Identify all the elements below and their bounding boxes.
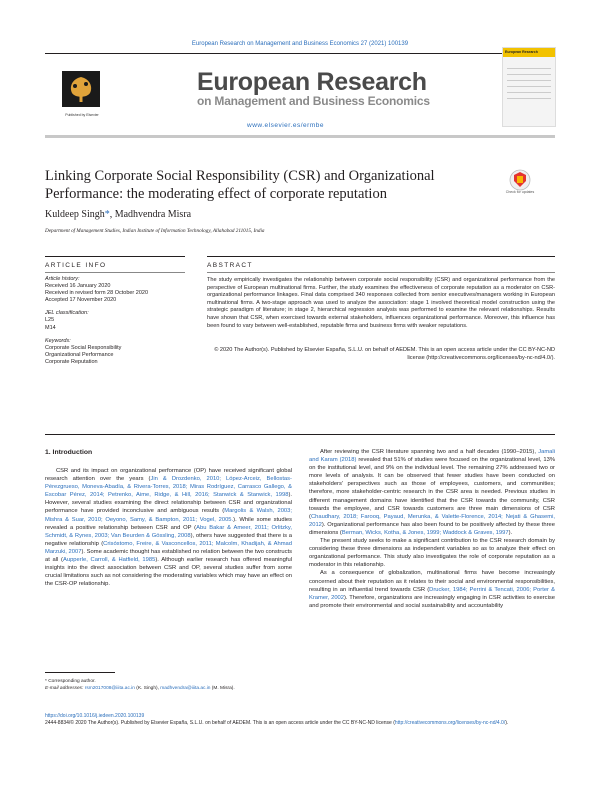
body-column-left: CSR and its impact on organizational performance (OP) have received significant global research attention over the years (Jin & Drozdenko, 2010; López-Arceiz, Bellostas-Pérezgrueso, Moneva-Abadía, & Rivera-Torres, 2018; Miras Rodríguez, Carrasco Gallego, & Escobar Pérez, 2014; Petrenko, Aime, Ridge, & Hill, 2016; Stanwick & Stanwick, 1998). However, several studies examining the direct relationship between CSR and organizational performance have provided inconclusive and ambiguous results (Margolis & Walsh, 2003; Mishra & Suar, 2010; Oeyono, Samy, & Bampton, 2011; Vogel, 2005.). While some studies revealed a positive relationship between CSR and OP (Abu Bakar & Ameer, 2011; Orlitzky, Schmidt, & Rynes, 2003; Van Beurden & Gössling, 2008), others have suggested that there is a negative relationship (Crisóstomo, Freire, & Vasconcellos, 2011; Malcolm, Khadijah, & Ahmad Marzuki, 2007). Some academic thought has established no relation between the two constructs at all (Aupperle, Carroll, & Hatfield, 1985). Although earlier research has offered meaningful insights into the direct association between CSR and OP, several studies suffer from some crucial limitations such as not considering the moderating variables which may have an effect on the CSR-OP relationship. bbox=[45, 468, 292, 588]
abstract-heading: ABSTRACT bbox=[207, 262, 253, 269]
author-list: Kuldeep Singh*, Madhvendra Misra bbox=[45, 209, 192, 220]
abstract-text: The study empirically investigates the relationship between corporate social responsibility (CSR) and organizational performance from the perspective of European multinational firms. Further, the study examines the effectiveness of corporate reputation as a moderator on CSR-organizational performance linkages. Final data comprised 340 responses collected from senior executives/managers working in European multinational firms. A two-stage approach was used to analyze the association: stage 1 involved theoretical model construction using the strategic paradigm of literature; in stage 2, hierarchical regression analysis was performed to examine the relevant relationships. Results have shown that CSR, when exercised towards external stakeholders, influences organizational performance. Moreover, this influence has been found to vary between well-established, reputable firms and business firms with weaker reputations. bbox=[207, 277, 555, 329]
check-for-updates-icon[interactable] bbox=[505, 169, 535, 201]
journal-reference[interactable]: European Research on Management and Business Economics 27 (2021) 100139 bbox=[191, 41, 409, 47]
paper-title: Linking Corporate Social Responsibility (CSR) and Organizational Performance: the moderating effect of corporate reputation bbox=[45, 168, 435, 202]
publisher-label: Published by Elsevier bbox=[65, 113, 99, 117]
journal-masthead-subtitle: on Management and Business Economics bbox=[197, 94, 430, 108]
journal-cover-icon[interactable] bbox=[502, 47, 556, 127]
copyright-notice: © 2020 The Author(s). Published by Elsevier España, S.L.U. on behalf of AEDEM. This is an open access article under the CC BY-NC-ND license (http://creativecommons.org/licenses/by-nc-nd/4.0/). bbox=[214, 347, 555, 361]
section-rule bbox=[45, 434, 555, 435]
check-for-updates-label[interactable]: Check for updates bbox=[505, 190, 535, 194]
paragraph: The present study seeks to make a significant contribution to the CSR research domain by considering these three dimensions as independent variables so as to analyze their effect on organizational performance. This study also investigates the role of corporate reputation as a moderator in this relationship. bbox=[309, 538, 555, 569]
citation-link[interactable]: Abu Bakar & Ameer, 2011; Orlitzky, Schmidt, & Rynes, 2003; Van Beurden & Gössling, 2008 bbox=[45, 524, 292, 539]
citation-link[interactable]: Crisóstomo, Freire, & Vasconcellos, 2011; Malcolm, Khadijah, & Ahmad Marzuki, 2007 bbox=[45, 540, 292, 555]
info-rule bbox=[45, 256, 185, 257]
body-column-right bbox=[309, 448, 555, 610]
paragraph: After reviewing the CSR literature spanning two and a half decades (1990–2015), Jamali and Karam (2018) revealed that 51% of studies were focused on the organizational level, 13% on the institutional level, and 9% on the individual level. The remaining 27% addressed two or more levels of analysis. It can be observed that fewer studies have been conducted on stakeholders' perspectives such as those of employees, customers, and communities; therefore, more stakeholder-centric research in the CSR area is needed. Previous studies in different management domains have identified that the CSR towards the community, CSR towards the employee, and CSR towards customers are three main dimensions of CSR (Chaudhary, 2018; Farooq, Payaud, Merunka, & Valette-Florence, 2014; Nejati & Ghasemi, 2012). Organizational performance has also been found to be positively affected by these three dimensions (Berman, Wicks, Kotha, & Jones, 1999; Waddock & Graves, 1997). bbox=[309, 449, 555, 536]
citation-link[interactable]: Jin & Drozdenko, 2010; López-Arceiz, Bellostas-Pérezgrueso, Moneva-Abadía, & Rivera-Torres, 2018; Miras Rodríguez, Carrasco Gallego, & Escobar Pérez, 2014; Petrenko, Aime, Ridge, & Hill, 2016; Stanwick & Stanwick, 1998 bbox=[45, 476, 292, 499]
info-subrule bbox=[45, 272, 185, 273]
article-info: Article history: Received 16 January 2020 Received in revised form 28 October 2020 Accepted 17 November 2020 JEL classification: L25 M14 Keywords: Corporate Social Responsibility Organizational Performance Corporate Reputation bbox=[45, 276, 149, 365]
email-link[interactable]: rsm2017008@iiita.ac.in bbox=[84, 685, 135, 691]
license-link[interactable]: http://creativecommons.org/licenses/by-nc-nd/4.0/ bbox=[394, 720, 506, 726]
header-rule bbox=[45, 53, 555, 54]
citation-link[interactable]: Berman, Wicks, Kotha, & Jones, 1999; Waddock & Graves, 1997 bbox=[341, 529, 509, 536]
abstract-subrule bbox=[207, 272, 555, 273]
footnote-rule bbox=[45, 672, 115, 673]
citation-link[interactable]: Chaudhary, 2018; Farooq, Payaud, Merunka, & Valette-Florence, 2014; Nejati & Ghasemi, 2012 bbox=[309, 513, 555, 528]
section-heading: 1. Introduction bbox=[45, 449, 93, 456]
citation-link[interactable]: Margolis & Walsh, 2003; Mishra & Suar, 2010; Oeyono, Samy, & Bampton, 2011; Vogel, 2005. bbox=[45, 508, 292, 523]
issn-license: 2444-8834/© 2020 The Author(s). Published by Elsevier España, S.L.U. on behalf of AEDEM. This is an open access article under the CC BY-NC-ND license (http://creativecommons.org/licenses/by-nc-nd/4.0/). bbox=[45, 720, 509, 726]
journal-masthead-title: European Research bbox=[197, 68, 427, 96]
corresponding-author-mark[interactable]: * bbox=[104, 209, 110, 220]
abstract-rule bbox=[207, 256, 555, 257]
affiliation: Department of Management Studies, Indian Institute of Information Technology, Allahabad 211015, India bbox=[45, 228, 265, 234]
cover-title: European Research bbox=[505, 50, 538, 54]
paragraph: As a consequence of globalization, multinational firms have become increasingly concerned about their reputation as it relates to their social and environmental responsibilities, resulting in an influential trend towards CSR (Drucker, 1984; Perrini & Tencati, 2006; Porter & Kramer, 2002). Therefore, organizations are increasingly engaging in CSR activities to exercise and promote their environmental and social sustainability and accountability bbox=[309, 570, 555, 609]
email-link[interactable]: madhvendra@iiita.ac.in bbox=[160, 685, 211, 691]
citation-link[interactable]: Drucker, 1984; Perrini & Tencati, 2006; Porter & Kramer, 2002 bbox=[309, 586, 555, 601]
citation-link[interactable]: Aupperle, Carroll, & Hatfield, 1985 bbox=[62, 557, 156, 564]
doi-link[interactable]: https://doi.org/10.1016/j.iedeen.2020.100139 bbox=[45, 713, 145, 719]
journal-url-link[interactable]: www.elsevier.es/ermbe bbox=[247, 122, 324, 129]
elsevier-logo-icon bbox=[62, 71, 100, 107]
masthead-band bbox=[45, 135, 555, 138]
author-name[interactable]: Madhvendra Misra bbox=[114, 209, 192, 220]
article-info-heading: ARTICLE INFO bbox=[45, 262, 107, 269]
footnote: * Corresponding author. E-mail addresses: rsm2017008@iiita.ac.in (K. Singh), madhvendra@iiita.ac.in (M. Misra). bbox=[45, 679, 235, 691]
author-name[interactable]: Kuldeep Singh bbox=[45, 209, 105, 220]
citation-link[interactable]: Jamali and Karam (2018) bbox=[309, 449, 555, 464]
